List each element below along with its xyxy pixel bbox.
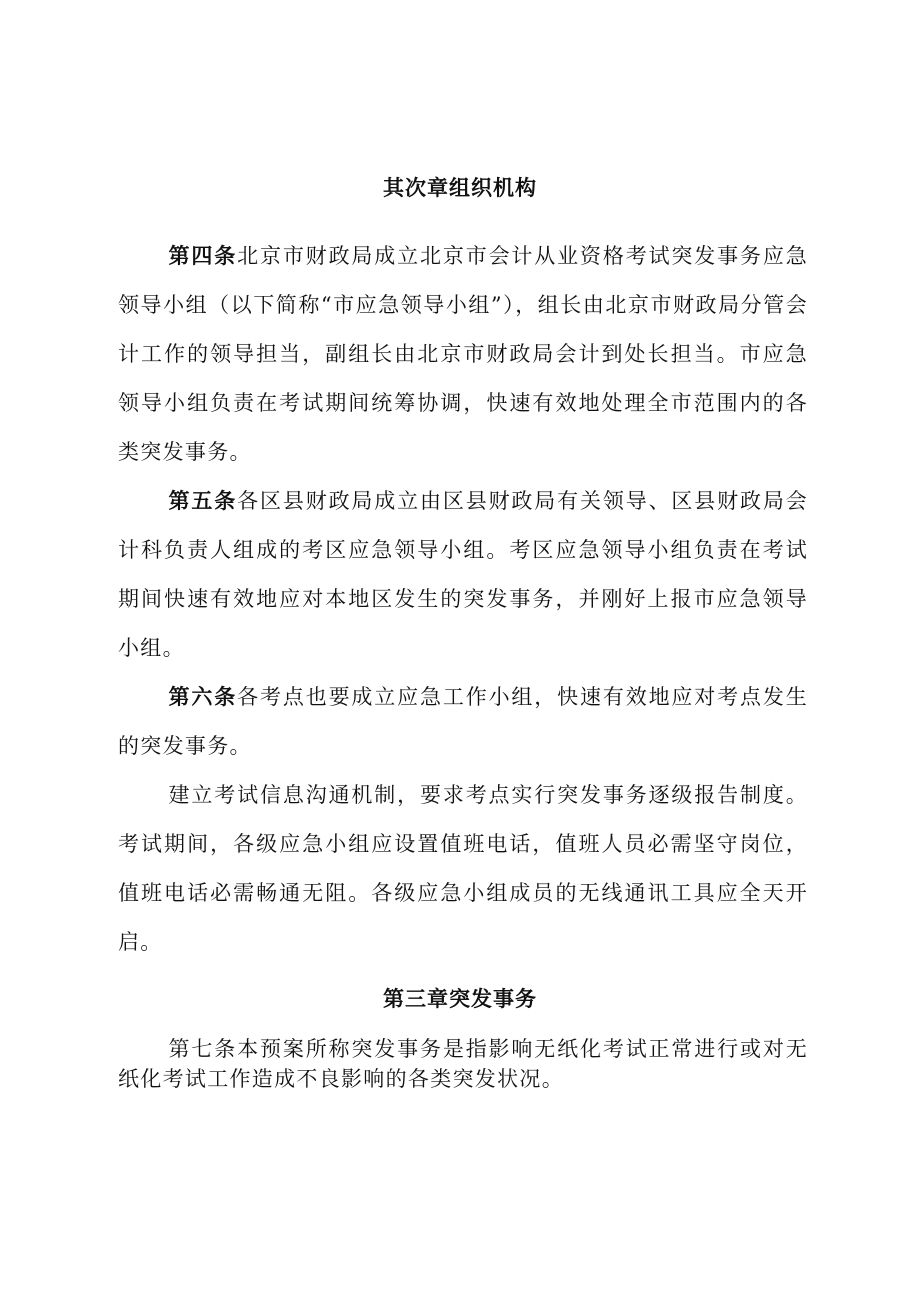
article-7 xyxy=(118,1034,808,1094)
article-5-text: 各区县财政局成立由区县财政局有关领导、区县财政局会计科负责人组成的考区应急领导小组。考区应急领导小组负责在考试期间快速有效地应对本地区发生的突发事务，并刚好上报市应急领导小组。 xyxy=(118,489,809,660)
article-5 xyxy=(118,477,808,673)
article-4-label: 第四条 xyxy=(168,244,238,268)
article-6 xyxy=(118,673,808,771)
article-5-label: 第五条 xyxy=(168,489,238,513)
chapter-2-title: 其次章组织机构 xyxy=(383,176,537,200)
info-mechanism-paragraph xyxy=(118,771,808,967)
article-4-text: 北京市财政局成立北京市会计从业资格考试突发事务应急领导小组（以下简称“市应急领导小组”），组长由北京市财政局分管会计工作的领导担当，副组长由北京市财政局会计到处长担当。市应急领导小组负责在考试期间统筹协调，快速有效地处理全市范围内的各类突发事务。 xyxy=(118,244,809,464)
info-mechanism-text: 建立考试信息沟通机制，要求考点实行突发事务逐级报告制度。考试期间，各级应急小组应设置值班电话，值班人员必需坚守岗位，值班电话必需畅通无阻。各级应急小组成员的无线通讯工具应全天开启。 xyxy=(118,783,808,954)
article-6-text: 各考点也要成立应急工作小组，快速有效地应对考点发生的突发事务。 xyxy=(118,685,809,758)
article-7-text: 第七条本预案所称突发事务是指影响无纸化考试正常进行或对无纸化考试工作造成不良影响的各类突发状况。 xyxy=(118,1037,808,1091)
article-6-label: 第六条 xyxy=(168,685,238,709)
chapter-3-title: 第三章突发事务 xyxy=(383,987,537,1011)
article-4 xyxy=(118,232,808,477)
